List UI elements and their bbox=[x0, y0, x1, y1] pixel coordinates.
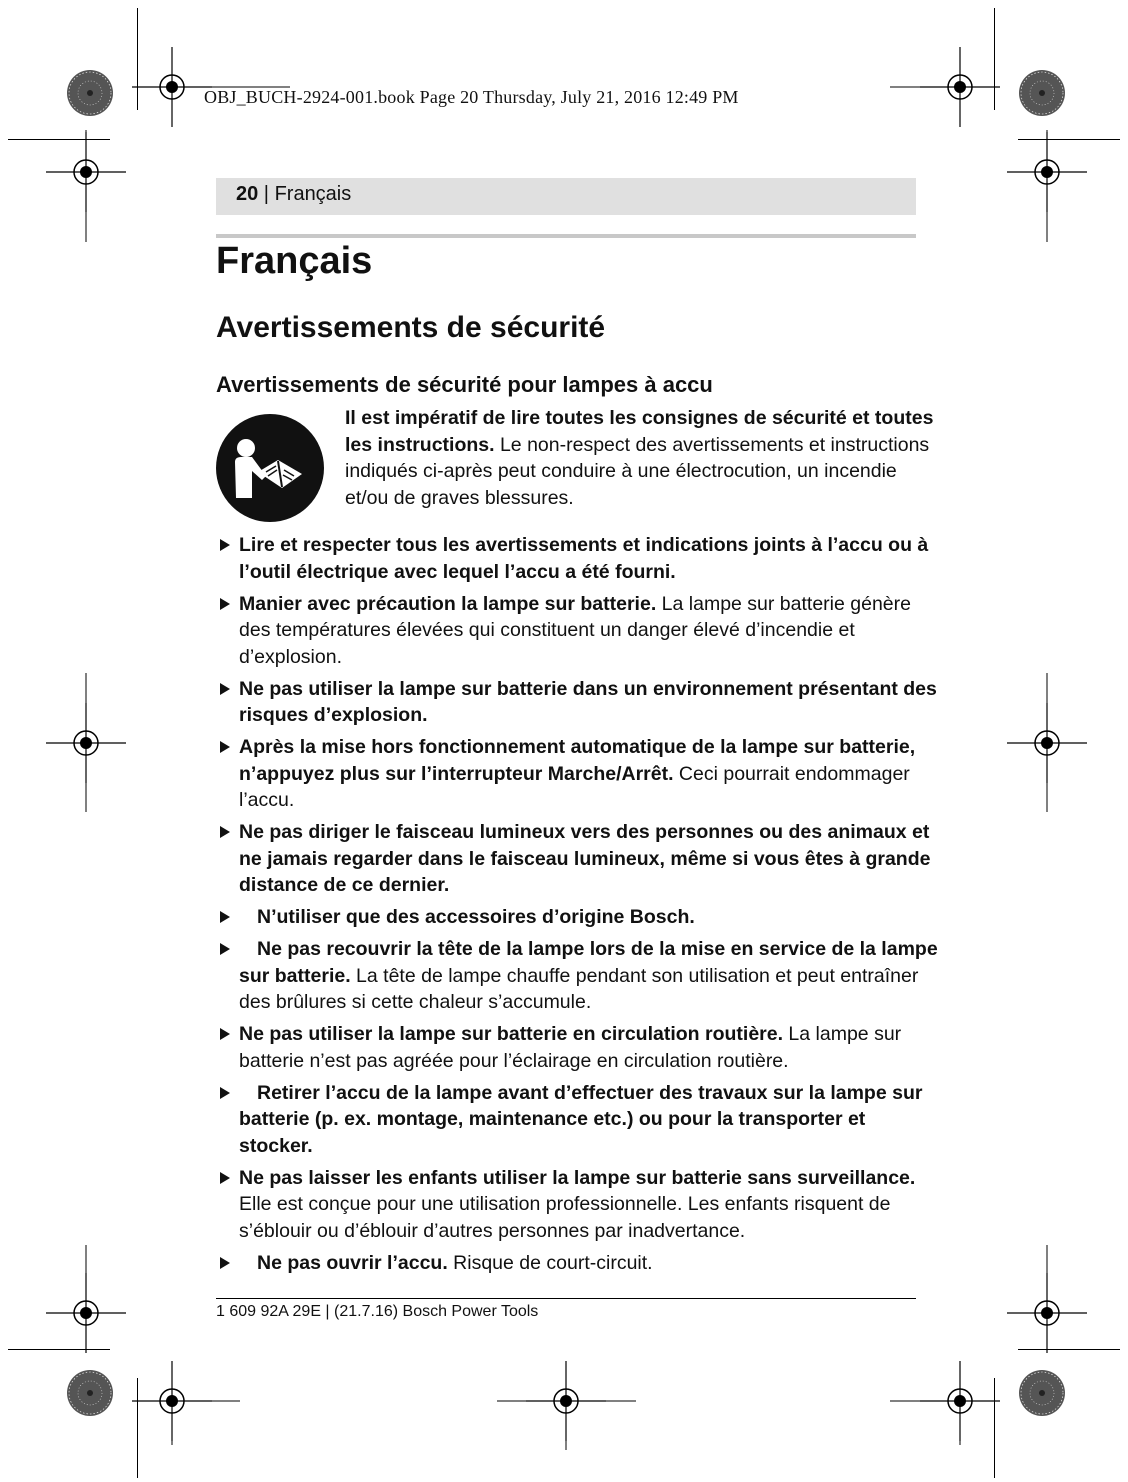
print-slug: OBJ_BUCH-2924-001.book Page 20 Thursday, July 21, 2016 12:49 PM bbox=[204, 87, 739, 107]
subsection-title: Avertissements de sécurité pour lampes à accu bbox=[216, 372, 713, 397]
header-separator: | bbox=[258, 183, 275, 205]
header-rule bbox=[216, 234, 916, 238]
warning-bold: Ne pas ouvrir l’accu. bbox=[257, 1251, 448, 1274]
bullet-triangle-icon bbox=[220, 826, 230, 838]
warning-bold: Ne pas utiliser la lampe sur batterie en circulation routière. bbox=[239, 1023, 784, 1045]
list-item bbox=[220, 532, 940, 585]
bullet-triangle-icon bbox=[220, 911, 230, 923]
bullet-triangle-icon bbox=[220, 683, 230, 695]
list-item bbox=[220, 1080, 940, 1160]
list-item bbox=[220, 1021, 940, 1074]
page-title: Français bbox=[216, 240, 373, 282]
warning-bold: Après la mise hors fonctionnement automatique de la lampe sur batterie, n’appuyez plus sur l’interrupteur Marche/Arrêt. bbox=[239, 736, 916, 785]
list-item bbox=[220, 676, 940, 729]
intro-paragraph bbox=[345, 405, 935, 511]
bullet-triangle-icon bbox=[220, 1257, 230, 1269]
list-item bbox=[220, 819, 940, 899]
footer-rule bbox=[216, 1298, 916, 1299]
list-item bbox=[220, 1165, 940, 1245]
read-manual-icon bbox=[216, 414, 324, 522]
warning-text: Ceci pourrait endommager l’accu. bbox=[239, 762, 910, 811]
bullet-triangle-icon bbox=[220, 1028, 230, 1040]
warning-text: La lampe sur batterie n’est pas agréée pour l’éclairage en circulation routière. bbox=[239, 1023, 902, 1072]
bullet-triangle-icon bbox=[220, 741, 230, 753]
warning-text: Risque de court-circuit. bbox=[447, 1251, 653, 1274]
page-header bbox=[236, 183, 351, 206]
list-item bbox=[220, 734, 940, 814]
bullet-triangle-icon bbox=[220, 598, 230, 610]
bullet-triangle-icon bbox=[220, 1087, 230, 1099]
intro-bold: Il est impératif de lire toutes les consignes de sécurité et toutes les instructions. bbox=[345, 407, 934, 456]
warning-bold: Ne pas utiliser la lampe sur batterie dans un environnement présentant des risques d’explosion. bbox=[239, 677, 937, 726]
warning-bold: Ne pas diriger le faisceau lumineux vers des personnes ou des animaux et ne jamais regarder dans le faisceau lumineux, même si vous êtes à grande distance de ce dernier. bbox=[239, 821, 931, 896]
list-item bbox=[220, 1250, 940, 1277]
intro-text: Le non-respect des avertissements et instructions indiqués ci-après peut conduire à une électrocution, un incendie et/ou de graves blessures. bbox=[345, 433, 930, 509]
warning-bold: Retirer l’accu de la lampe avant d’effectuer des travaux sur la lampe sur batterie (p. ex. montage, maintenance etc.) ou pour la transporter et stocker. bbox=[239, 1081, 923, 1157]
header-section: Français bbox=[274, 183, 352, 205]
page-footer: 1 609 92A 29E | (21.7.16) Bosch Power Tools bbox=[216, 1303, 539, 1320]
warning-text: La lampe sur batterie génère des températures élevées qui constituent un danger élevé d’incendie et d’explosion. bbox=[239, 592, 911, 668]
list-item bbox=[220, 904, 940, 931]
list-item bbox=[220, 591, 940, 671]
bullet-triangle-icon bbox=[220, 539, 230, 551]
warning-text: Elle est conçue pour une utilisation professionnelle. Les enfants risquent de s’éblouir ou d’éblouir d’autres personnes par inadvertance. bbox=[239, 1193, 891, 1242]
warning-text: La tête de lampe chauffe pendant son utilisation et peut entraîner des brûlures si cette chaleur s’accumule. bbox=[239, 964, 919, 1013]
warning-list bbox=[220, 532, 940, 1282]
bullet-triangle-icon bbox=[220, 943, 230, 955]
section-title: Avertissements de sécurité bbox=[216, 311, 606, 344]
warning-bold: Manier avec précaution la lampe sur batterie. bbox=[239, 592, 657, 615]
page-number: 20 bbox=[236, 183, 259, 205]
warning-bold: Ne pas laisser les enfants utiliser la lampe sur batterie sans surveillance. bbox=[239, 1166, 916, 1189]
warning-bold: N’utiliser que des accessoires d’origine Bosch. bbox=[257, 906, 695, 928]
warning-bold: Ne pas recouvrir la tête de la lampe lors de la mise en service de la lampe sur batterie. bbox=[239, 938, 938, 987]
list-item bbox=[220, 936, 940, 1016]
warning-bold: Lire et respecter tous les avertissements et indications joints à l’accu ou à l’outil électrique avec lequel l’accu a été fourni. bbox=[239, 534, 929, 583]
bullet-triangle-icon bbox=[220, 1172, 230, 1184]
